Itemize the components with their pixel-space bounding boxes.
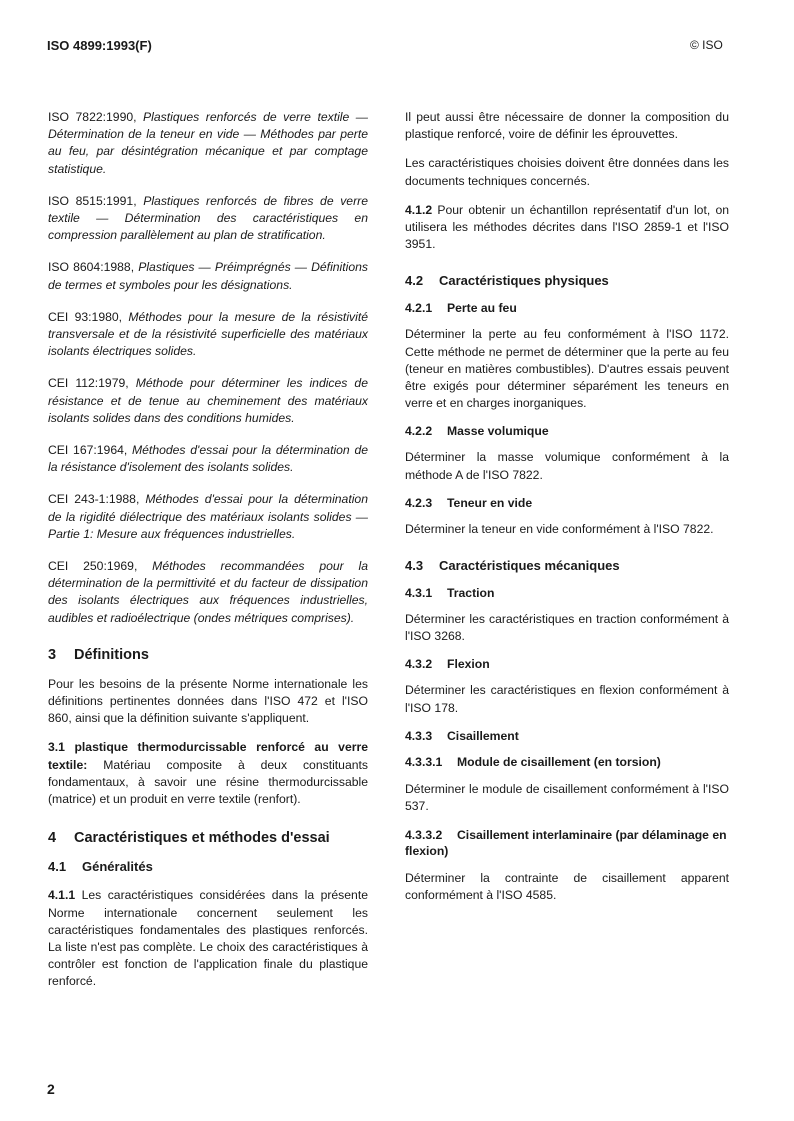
section-4-3-2-text: Déterminer les caractéristiques en flexion conformément à l'ISO 178. bbox=[405, 683, 729, 715]
paragraph-number: 4.1.2 bbox=[405, 202, 433, 217]
section-title: Définitions bbox=[74, 646, 149, 663]
section-number: 4.3 bbox=[405, 558, 424, 574]
section-number: 4.3.1 bbox=[405, 586, 433, 601]
section-number: 4.1 bbox=[48, 859, 67, 875]
section-title: Module de cisaillement (en torsion) bbox=[457, 754, 661, 769]
section-4-3-3-2-heading bbox=[405, 827, 729, 859]
reference-title: Méthodes pour la mesure de la résistivité transversale et de la résistivité superficielle des matériaux isolants électriques solides. bbox=[48, 309, 368, 359]
section-title: Caractéristiques physiques bbox=[439, 273, 609, 289]
section-4-3-2-heading bbox=[405, 657, 729, 671]
reference-title: Méthode pour déterminer les indices de résistance et de tenue au cheminement des matériaux isolants solides dans des conditions humides. bbox=[48, 376, 368, 425]
paragraph-text: Pour obtenir un échantillon représentatif d'un lot, on utilisera les méthodes décrites dans l'ISO 2859-1 et l'ISO 3951. bbox=[405, 202, 729, 252]
section-number: 4.2.2 bbox=[405, 424, 433, 439]
section-4-heading bbox=[48, 830, 368, 846]
section-number: 4.3.3.2 bbox=[405, 828, 443, 843]
paragraph-number: 4.1.1 bbox=[48, 888, 76, 903]
section-4-3-1-heading bbox=[405, 586, 729, 600]
section-title: Caractéristiques mécaniques bbox=[439, 558, 620, 574]
document-header-right: © ISO bbox=[690, 38, 723, 52]
reference-entry bbox=[48, 109, 368, 178]
section-4-2-1-heading bbox=[405, 301, 729, 315]
continuation-paragraph-2: Les caractéristiques choisies doivent être données dans les documents techniques concernés. bbox=[405, 156, 729, 188]
reference-id: ISO 8604:1988, bbox=[48, 260, 135, 275]
section-4-2-2-text: Déterminer la masse volumique conformément à la méthode A de l'ISO 7822. bbox=[405, 450, 729, 482]
reference-title: Méthodes d'essai pour la détermination de la rigidité diélectrique des matériaux isolants solides — Partie 1: Mesure aux fréquences industrielles. bbox=[48, 492, 368, 541]
reference-entry bbox=[48, 259, 368, 293]
references-list bbox=[48, 109, 368, 627]
reference-title: Plastiques renforcés de verre textile — Détermination de la teneur en vide — Méthodes par perte au feu, par désintégration mécanique et par comptage statistique. bbox=[48, 110, 368, 176]
reference-id: CEI 250:1969, bbox=[48, 559, 138, 574]
page-number: 2 bbox=[47, 1081, 55, 1097]
section-title: Généralités bbox=[82, 859, 153, 875]
section-number: 4 bbox=[48, 830, 57, 847]
reference-entry bbox=[48, 442, 368, 476]
reference-title: Plastiques — Préimprégnés — Définitions de termes et symboles pour les désignations. bbox=[48, 260, 369, 292]
reference-entry bbox=[48, 558, 368, 627]
section-number: 3 bbox=[48, 646, 57, 663]
definition-term: 3.1 plastique thermodurcissable renforcé au verre textile: bbox=[48, 740, 368, 772]
section-number: 4.2.3 bbox=[405, 495, 433, 510]
section-number: 4.2 bbox=[405, 273, 424, 289]
reference-title: Plastiques renforcés de fibres de verre textile — Détermination des caractéristiques en compression parallèlement au plan de stratification. bbox=[48, 193, 368, 243]
section-4-3-3-1-heading bbox=[405, 754, 729, 770]
reference-id: ISO 7822:1990, bbox=[48, 110, 137, 124]
left-column bbox=[48, 109, 368, 1003]
section-4-3-3-2-text: Déterminer la contrainte de cisaillement apparent conformément à l'ISO 4585. bbox=[405, 871, 729, 903]
section-number: 4.2.1 bbox=[405, 301, 433, 316]
right-column bbox=[405, 109, 729, 917]
section-4-1-heading bbox=[48, 859, 368, 874]
section-title: Traction bbox=[447, 586, 495, 601]
definition-3-1 bbox=[48, 739, 368, 808]
section-4-2-1-text: Déterminer la perte au feu conformément à l'ISO 1172. Cette méthode ne permet de déterminer que la perte au feu (teneur en matières combustibles). D'autres essais peuvent être exigés pour déterminer séparément les teneurs en verre et en charges inorganiques. bbox=[405, 327, 729, 411]
section-4-3-3-heading bbox=[405, 729, 729, 743]
section-title: Teneur en vide bbox=[447, 495, 533, 510]
document-header-left: ISO 4899:1993(F) bbox=[47, 38, 152, 53]
reference-id: ISO 8515:1991, bbox=[48, 193, 137, 208]
section-title: Cisaillement bbox=[447, 728, 519, 743]
section-title: Caractéristiques et méthodes d'essai bbox=[74, 830, 330, 847]
continuation-paragraph-1: Il peut aussi être nécessaire de donner la composition du plastique renforcé, voire de définir les éprouvettes. bbox=[405, 110, 729, 142]
section-number: 4.3.3.1 bbox=[405, 754, 443, 769]
reference-id: CEI 243-1:1988, bbox=[48, 492, 140, 507]
paragraph-text: Les caractéristiques considérées dans la présente Norme internationale concernent seulement les caractéristiques fondamentales des plastiques renforcés. La liste n'est pas complète. Le choix des caractéristiques à contrôler est fonction de l'application finale du plastique renforcé. bbox=[48, 888, 368, 989]
paragraph-4-1-1 bbox=[48, 887, 368, 990]
section-3-intro: Pour les besoins de la présente Norme internationale les définitions pertinentes données dans l'ISO 472 et l'ISO 860, ainsi que la définition suivante s'appliquent. bbox=[48, 676, 368, 726]
reference-entry bbox=[48, 375, 368, 427]
reference-id: CEI 93:1980, bbox=[48, 309, 123, 324]
reference-entry bbox=[48, 193, 368, 245]
paragraph-4-1-2 bbox=[405, 202, 729, 254]
definition-text: Matériau composite à deux constituants fondamentaux, à savoir une résine thermodurcissable (matrice) et un produit en verre textile (renfort). bbox=[48, 757, 368, 807]
section-4-2-3-text: Déterminer la teneur en vide conformément à l'ISO 7822. bbox=[405, 521, 714, 536]
section-title: Masse volumique bbox=[447, 424, 549, 439]
section-4-2-3-heading bbox=[405, 496, 729, 510]
section-4-3-1-text: Déterminer les caractéristiques en traction conformément à l'ISO 3268. bbox=[405, 612, 729, 644]
section-title: Cisaillement interlaminaire (par délaminage en flexion) bbox=[405, 828, 727, 859]
section-number: 4.3.2 bbox=[405, 657, 433, 672]
reference-entry bbox=[48, 491, 368, 543]
section-number: 4.3.3 bbox=[405, 728, 433, 743]
reference-entry bbox=[48, 309, 368, 361]
reference-title: Méthodes d'essai pour la détermination de la résistance d'isolement des isolants solides. bbox=[48, 443, 368, 475]
section-title: Perte au feu bbox=[447, 301, 517, 316]
reference-id: CEI 112:1979, bbox=[48, 376, 129, 391]
section-title: Flexion bbox=[447, 657, 490, 672]
section-3-heading bbox=[48, 647, 368, 663]
section-4-2-heading bbox=[405, 273, 729, 288]
reference-id: CEI 167:1964, bbox=[48, 443, 128, 458]
section-4-3-heading bbox=[405, 558, 729, 573]
section-4-2-2-heading bbox=[405, 424, 729, 438]
reference-title: Méthodes recommandées pour la détermination de la permittivité et du facteur de dissipation des isolants électriques aux fréquences industrielles, audibles et radioélectrique (ondes métriques comprises). bbox=[48, 559, 369, 625]
section-4-3-3-1-text: Déterminer le module de cisaillement conformément à l'ISO 537. bbox=[405, 781, 729, 814]
